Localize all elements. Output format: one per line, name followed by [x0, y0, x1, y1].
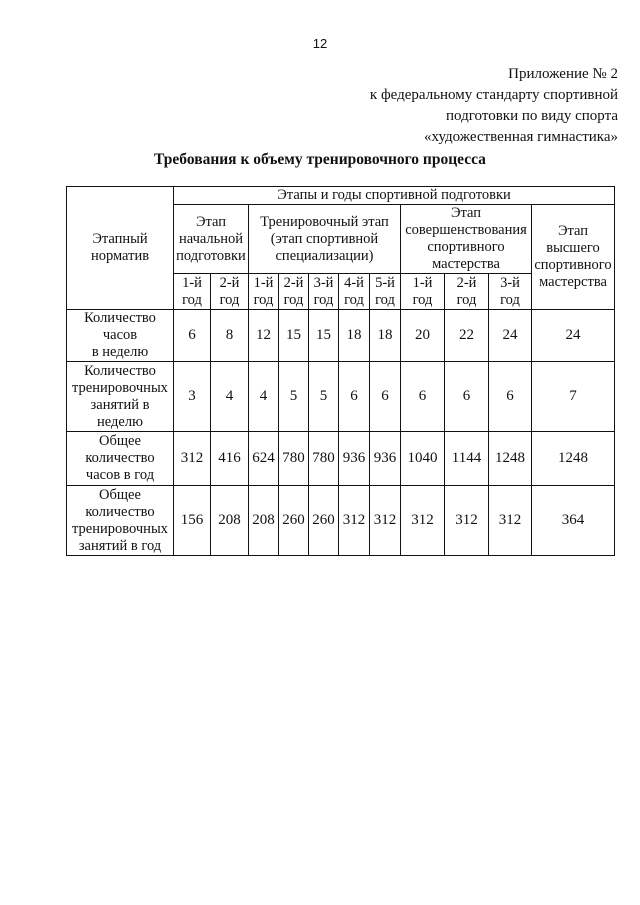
corner-header [67, 187, 174, 310]
stage-line: Этап [195, 213, 227, 230]
value-cell: 312 [401, 486, 445, 556]
year-line: 1-й [253, 274, 274, 291]
value-cell: 20 [401, 310, 445, 362]
stage-line: подготовки [176, 247, 246, 264]
stage-line: (этап спортивной [270, 230, 379, 247]
year-header [489, 274, 532, 310]
table-body [67, 310, 615, 556]
stage-line: спортивного [427, 239, 505, 255]
row-label-line: тренировочных [72, 520, 168, 537]
row-label-line: Количество [84, 310, 156, 326]
corner-header-line: Этапный [92, 231, 148, 247]
year-line: год [412, 291, 433, 308]
table-row [67, 362, 615, 432]
value-cell: 15 [279, 310, 309, 362]
row-label-line: количество [85, 450, 155, 466]
row-label [67, 432, 174, 486]
year-header [249, 274, 279, 310]
value-cell: 7 [532, 362, 615, 432]
row-label [67, 362, 174, 432]
year-line: 1-й [412, 274, 433, 291]
value-cell: 6 [445, 362, 489, 432]
value-cell: 1144 [445, 432, 489, 486]
stage-header-improvement [401, 205, 532, 274]
year-line: 3-й [500, 274, 520, 291]
year-header [309, 274, 339, 310]
year-line: 2-й [283, 274, 304, 291]
row-label [67, 486, 174, 556]
value-cell: 208 [249, 486, 279, 556]
stage-line: Этап [557, 223, 589, 239]
value-cell: 18 [370, 310, 401, 362]
year-line: 2-й [456, 274, 477, 291]
year-line: 1-й [182, 274, 202, 291]
value-cell: 312 [370, 486, 401, 556]
stage-line: начальной [178, 230, 244, 247]
value-cell: 8 [211, 310, 249, 362]
year-line: год [253, 291, 274, 308]
appendix-block [198, 64, 618, 148]
value-cell: 780 [279, 432, 309, 486]
year-line: 5-й [375, 274, 395, 291]
row-label-line: тренировочных [72, 379, 168, 396]
stage-line: высшего [546, 240, 600, 256]
stage-line: специализации) [275, 247, 374, 264]
value-cell: 3 [174, 362, 211, 432]
value-cell: 1040 [401, 432, 445, 486]
row-label-line: Общее [99, 486, 141, 503]
value-cell: 416 [211, 432, 249, 486]
year-line: 3-й [313, 274, 334, 291]
year-header [211, 274, 249, 310]
year-line: год [500, 291, 520, 308]
value-cell: 18 [339, 310, 370, 362]
year-header [445, 274, 489, 310]
row-label-line: часов [102, 327, 138, 343]
row-label-line: занятий в [90, 396, 150, 413]
table-row [67, 310, 615, 362]
corner-header-line: норматив [90, 248, 150, 264]
row-label-line: количество [85, 503, 155, 520]
stage-header-initial [174, 205, 249, 274]
row-label [67, 310, 174, 362]
year-line: 2-й [219, 274, 240, 291]
value-cell: 4 [211, 362, 249, 432]
year-header [339, 274, 370, 310]
row-label-line: Общее [99, 433, 141, 449]
appendix-line: подготовки по виду спорта [446, 108, 618, 124]
value-cell: 15 [309, 310, 339, 362]
value-cell: 936 [370, 432, 401, 486]
value-cell: 156 [174, 486, 211, 556]
row-label-line: в неделю [91, 344, 149, 360]
year-line: 4-й [344, 274, 364, 291]
value-cell: 260 [309, 486, 339, 556]
value-cell: 312 [445, 486, 489, 556]
value-cell: 5 [309, 362, 339, 432]
table-row [67, 486, 615, 556]
value-cell: 624 [249, 432, 279, 486]
year-line: год [456, 291, 477, 308]
value-cell: 12 [249, 310, 279, 362]
stage-line: Тренировочный этап [260, 213, 389, 230]
year-line: год [219, 291, 240, 308]
row-label-line: занятий в год [78, 537, 162, 554]
year-line: год [283, 291, 304, 308]
value-cell: 24 [489, 310, 532, 362]
stage-line: Этап [450, 205, 482, 221]
row-label-line: неделю [97, 413, 143, 430]
value-cell: 22 [445, 310, 489, 362]
year-line: год [375, 291, 395, 308]
value-cell: 312 [339, 486, 370, 556]
value-cell: 1248 [532, 432, 615, 486]
value-cell: 312 [489, 486, 532, 556]
value-cell: 1248 [489, 432, 532, 486]
appendix-line: к федеральному стандарту спортивной [369, 87, 618, 103]
stage-header-highest [532, 205, 615, 310]
value-cell: 6 [339, 362, 370, 432]
table-row [67, 432, 615, 486]
value-cell: 312 [174, 432, 211, 486]
requirements-table [66, 186, 615, 556]
appendix-line: Приложение № 2 [508, 66, 618, 82]
year-header [370, 274, 401, 310]
page-number: 12 [312, 36, 328, 51]
stage-line: мастерства [432, 256, 500, 272]
stage-line: мастерства [539, 274, 607, 290]
year-header [401, 274, 445, 310]
appendix-line: «художественная гимнастика» [424, 129, 618, 145]
document-title: Требования к объему тренировочного процесса [154, 151, 486, 168]
year-header [279, 274, 309, 310]
stage-line: совершенствования [405, 222, 527, 238]
year-line: год [182, 291, 202, 308]
value-cell: 5 [279, 362, 309, 432]
value-cell: 364 [532, 486, 615, 556]
value-cell: 6 [174, 310, 211, 362]
value-cell: 936 [339, 432, 370, 486]
stage-header-training [249, 205, 401, 274]
value-cell: 780 [309, 432, 339, 486]
value-cell: 24 [532, 310, 615, 362]
stage-line: спортивного [534, 257, 612, 273]
value-cell: 208 [211, 486, 249, 556]
value-cell: 6 [370, 362, 401, 432]
value-cell: 6 [489, 362, 532, 432]
year-line: год [313, 291, 334, 308]
year-line: год [344, 291, 364, 308]
year-header [174, 274, 211, 310]
group-header: Этапы и годы спортивной подготовки [174, 187, 615, 205]
value-cell: 260 [279, 486, 309, 556]
row-label-line: часов в год [85, 467, 155, 483]
value-cell: 6 [401, 362, 445, 432]
value-cell: 4 [249, 362, 279, 432]
row-label-line: Количество [84, 362, 156, 379]
